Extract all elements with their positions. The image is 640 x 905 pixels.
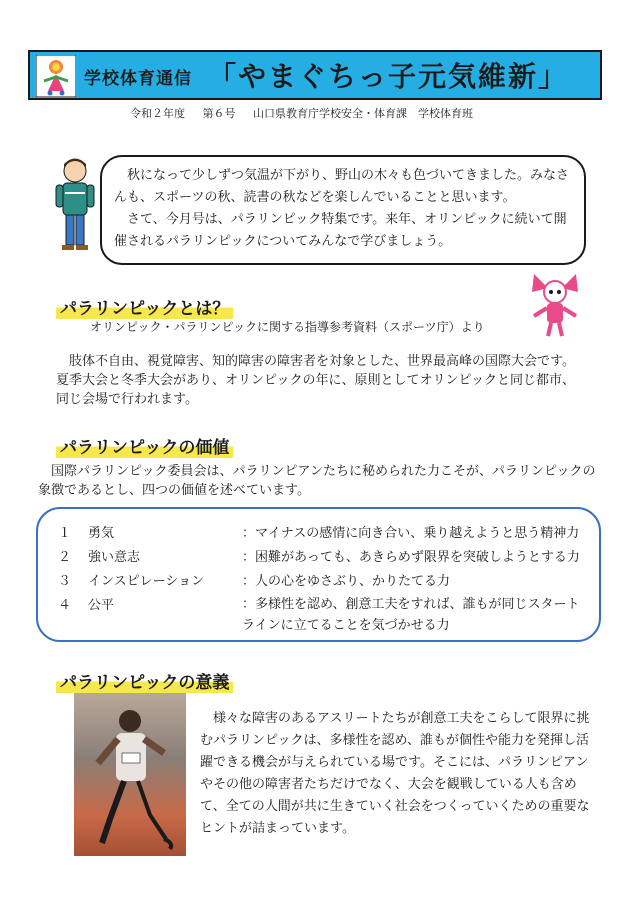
value-intro — [38, 462, 598, 500]
value-name: 強い意志 — [88, 550, 141, 565]
section-heading-what-is-paralympics: パラリンピックとは？ — [56, 294, 233, 319]
intro-text — [114, 165, 574, 253]
value-row-determination — [58, 546, 580, 565]
value-row-inspiration — [58, 570, 450, 589]
publisher: 山口県教育庁学校安全・体育課 学校体育班 — [253, 107, 473, 120]
value-number: １ — [58, 526, 72, 541]
issue-number: 第６号 — [202, 107, 236, 120]
issue-year: 令和２年度 — [130, 107, 185, 120]
value-description: ：人の心をゆさぶり、かりたてる力 — [242, 574, 451, 589]
newsletter-label: 学校体育通信 — [84, 69, 192, 89]
value-name: 公平 — [88, 598, 115, 613]
value-row-equality — [58, 594, 588, 636]
value-name: 勇気 — [88, 526, 115, 541]
value-row-courage — [58, 522, 579, 541]
value-number: ２ — [58, 550, 72, 565]
significance-text — [200, 708, 594, 840]
value-description: ：困難があっても、あきらめず限界を突破しようとする力 — [242, 550, 580, 565]
paralympics-definition — [56, 352, 586, 409]
significance-paragraph: 様々な障害のあるアスリートたちが創意工夫をこらして限界に挑むパラリンピックは、多様性を認め、誰もが個性や能力を発揮し活躍できる機会が与えられている場です。そこには、パラリンピアンやその他の障害者たちだけでなく、大会を観戦している人も含めて、全ての人間が共に生きていく社会をつくっていくための重要なヒントが詰まっています。 — [200, 711, 590, 836]
section-heading-significance: パラリンピックの意義 — [56, 668, 233, 693]
mascot-logo — [36, 55, 76, 97]
section-heading-value: パラリンピックの価値 — [56, 433, 233, 458]
value-name: インスピレーション — [88, 574, 205, 589]
intro-paragraph-2: さて、今月号は、パラリンピック特集です。来年、オリンピックに続いて開催されるパラリンピックについてみんなで学びましょう。 — [114, 212, 567, 249]
boy-character-illustration — [48, 155, 103, 255]
value-description: ：マイナスの感情に向き合い、乗り越えようと思う精神力 — [242, 526, 580, 541]
value-number: ３ — [58, 574, 72, 589]
value-number: ４ — [58, 598, 72, 613]
definition-paragraph: 肢体不自由、視覚障害、知的障害の障害者を対象とした、世界最高峰の国際大会です。夏季大会と冬季大会があり、オリンピックの年に、原則としてオリンピックと同じ都市、同じ会場で行われます。 — [56, 354, 575, 407]
issue-info — [130, 105, 487, 121]
value-intro-paragraph: 国際パラリンピック委員会は、パラリンピアンたちに秘められた力こそが、パラリンピックの象徴であるとし、四つの価値を述べています。 — [38, 464, 596, 498]
para-athlete-photo — [74, 693, 186, 856]
runner-illustration — [74, 693, 186, 856]
source-reference: オリンピック・パラリンピックに関する指導参考資料（スポーツ庁）より — [90, 320, 485, 334]
newsletter-title: 「やまぐちっ子元気維新」 — [208, 60, 569, 93]
someity-mascot-illustration — [524, 270, 586, 338]
value-description: ：多様性を認め、創意工夫をすれば、誰もが同じスタートラインに立てることを気づかせる力 — [242, 597, 580, 633]
intro-paragraph-1: 秋になって少しずつ気温が下がり、野山の木々も色づいてきました。みなさんも、スポーツの秋、読書の秋などを楽しんでいることと思います。 — [114, 168, 570, 205]
